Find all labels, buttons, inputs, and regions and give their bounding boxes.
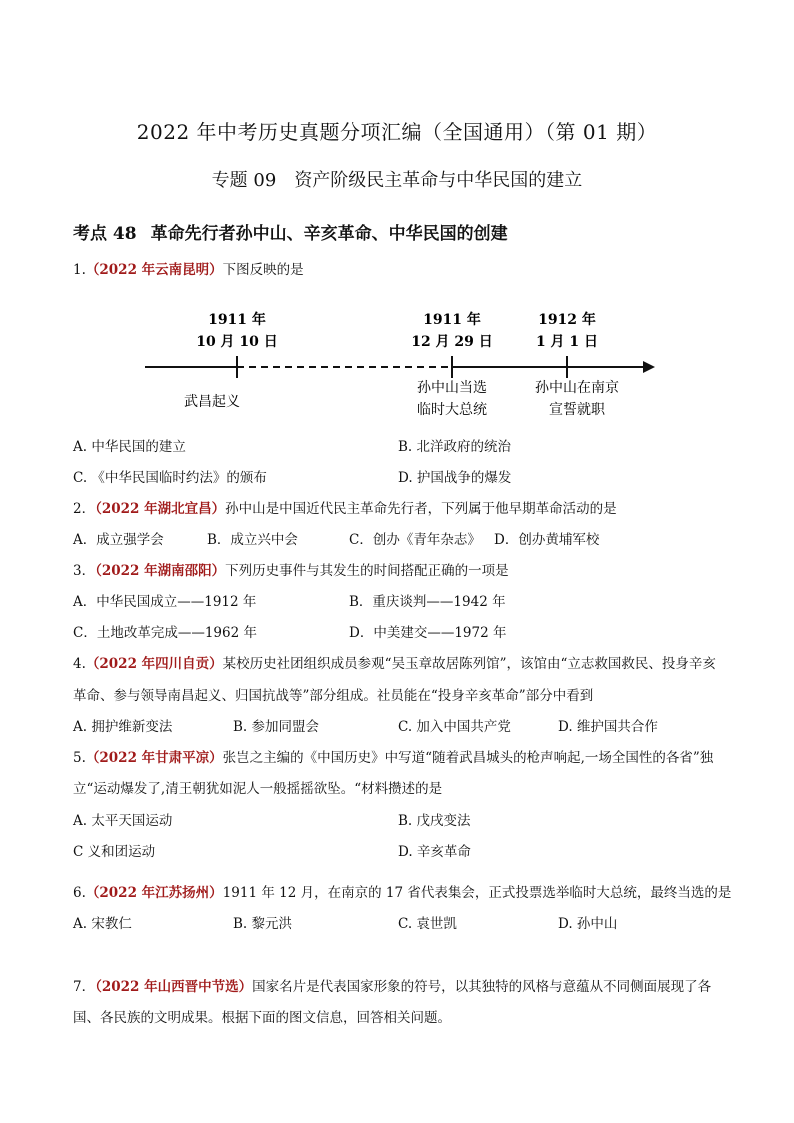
question-text: 张岂之主编的《中国历史》中写道“随着武昌城头的枪声响起,一场全国性的各省”独 xyxy=(222,750,714,766)
page-subtitle xyxy=(0,166,794,192)
question-source: （2022 年山西晋中节选） xyxy=(95,979,253,995)
q3-option-c: C．土地改革完成——1962 年 xyxy=(73,625,257,641)
question-4-stem-line-2: 革命、参与领导南昌起义、归国抗战等”部分组成。社员能在“投身辛亥革命”部分中看到 xyxy=(73,688,594,704)
q4-option-d: D. 维护国共合作 xyxy=(558,719,658,735)
timeline-event-2-line-1: 孙中山当选 xyxy=(417,380,487,396)
question-source: （2022 年江苏扬州） xyxy=(85,885,223,901)
q6-option-b: B. 黎元洪 xyxy=(233,916,293,932)
q4-option-b: B. 参加同盟会 xyxy=(233,719,320,735)
section-number: 考点 48 xyxy=(73,224,137,244)
timeline-arrowhead xyxy=(643,361,655,373)
question-source: （2022 年湖南邵阳） xyxy=(95,563,226,579)
question-1-stem xyxy=(73,258,304,278)
timeline-event-2-line-2: 临时大总统 xyxy=(417,402,487,418)
q4-option-a: A. 拥护维新变法 xyxy=(73,719,173,735)
question-number: 7． xyxy=(73,979,96,995)
question-text: 孙中山是中国近代民主革命先行者，下列属于他早期革命活动的是 xyxy=(225,501,617,517)
question-text: 国家名片是代表国家形象的符号，以其独特的风格与意蕴从不同侧面展现了各 xyxy=(252,979,712,995)
q2-option-c: C．创办《青年杂志》 xyxy=(349,532,481,548)
q5-option-b: B. 戊戌变法 xyxy=(398,813,471,829)
subtitle-number: 专题 09 xyxy=(211,170,277,191)
question-4-stem-line-1 xyxy=(73,652,716,672)
question-7-stem-line-2: 国、各民族的文明成果。根据下面的图文信息，回答相关问题。 xyxy=(73,1010,451,1026)
question-text: 某校历史社团组织成员参观“吴玉章故居陈列馆”，该馆由“立志救国救民、投身辛亥 xyxy=(222,656,716,672)
question-5-stem-line-1 xyxy=(73,746,713,766)
q6-option-d: D. 孙中山 xyxy=(558,916,618,932)
question-source: （2022 年四川自贡） xyxy=(85,656,223,672)
timeline-event-1: 武昌起义 xyxy=(184,394,240,410)
q3-option-a: A．中华民国成立——1912 年 xyxy=(73,594,257,610)
timeline-event-3-line-1: 孙中山在南京 xyxy=(535,380,619,396)
question-2-stem xyxy=(73,497,617,517)
timeline-date-2-year: 1911 年 xyxy=(423,312,481,328)
timeline-date-1-year: 1911 年 xyxy=(208,312,266,328)
q3-option-d: D．中美建交——1972 年 xyxy=(349,625,507,641)
q1-option-b: B. 北洋政府的统治 xyxy=(398,439,512,455)
question-text: 下图反映的是 xyxy=(222,262,304,278)
q3-option-b: B．重庆谈判——1942 年 xyxy=(349,594,506,610)
q5-option-a: A. 太平天国运动 xyxy=(73,813,173,829)
question-source: （2022 年云南昆明） xyxy=(85,262,223,278)
question-7-stem-line-1 xyxy=(73,975,711,995)
q2-option-b: B．成立兴中会 xyxy=(207,532,298,548)
question-text: 下列历史事件与其发生的时间搭配正确的一项是 xyxy=(225,563,509,579)
question-text: 1911 年 12 月，在南京的 17 省代表集会，正式投票选举临时大总统，最终当选的是 xyxy=(222,885,732,901)
q5-option-d: D. 辛亥革命 xyxy=(398,844,471,860)
q6-option-a: A. 宋教仁 xyxy=(73,916,132,932)
section-heading xyxy=(73,219,508,244)
question-3-stem xyxy=(73,559,509,579)
timeline-event-3-line-2: 宣誓就职 xyxy=(549,402,605,418)
q1-option-d: D. 护国战争的爆发 xyxy=(398,470,512,486)
question-source: （2022 年湖北宜昌） xyxy=(95,501,226,517)
page-title: 2022 年中考历史真题分项汇编（全国通用）（第 01 期） xyxy=(136,120,658,144)
question-source: （2022 年甘肃平凉） xyxy=(85,750,223,766)
timeline-date-3-day: 1 月 1 日 xyxy=(535,334,599,350)
question-number: 2． xyxy=(73,501,96,517)
question-number: 6. xyxy=(73,885,86,901)
question-number: 5. xyxy=(73,750,86,766)
q5-option-c: C 义和团运动 xyxy=(73,844,156,860)
q1-option-a: A. 中华民国的建立 xyxy=(73,439,186,455)
question-number: 1. xyxy=(73,262,86,278)
question-number: 3． xyxy=(73,563,96,579)
timeline-date-1-day: 10 月 10 日 xyxy=(196,334,278,350)
timeline-date-3-year: 1912 年 xyxy=(538,312,596,328)
timeline-date-2-day: 12 月 29 日 xyxy=(411,334,493,350)
q2-option-a: A．成立强学会 xyxy=(73,532,164,548)
question-5-stem-line-2: 立“运动爆发了,清王朝犹如泥人一般摇摇欲坠。“材料攒述的是 xyxy=(73,781,443,797)
question-number: 4. xyxy=(73,656,86,672)
timeline-figure xyxy=(140,300,660,430)
q1-option-c: C. 《中华民国临时约法》的颁布 xyxy=(73,470,267,486)
q6-option-c: C. 袁世凯 xyxy=(398,916,457,932)
subtitle-text: 资产阶级民主革命与中华民国的建立 xyxy=(294,170,583,191)
q2-option-d: D．创办黄埔军校 xyxy=(494,532,600,548)
section-text: 革命先行者孙中山、辛亥革命、中华民国的创建 xyxy=(150,224,508,244)
question-6-stem xyxy=(73,881,731,901)
q4-option-c: C. 加入中国共产党 xyxy=(398,719,511,735)
